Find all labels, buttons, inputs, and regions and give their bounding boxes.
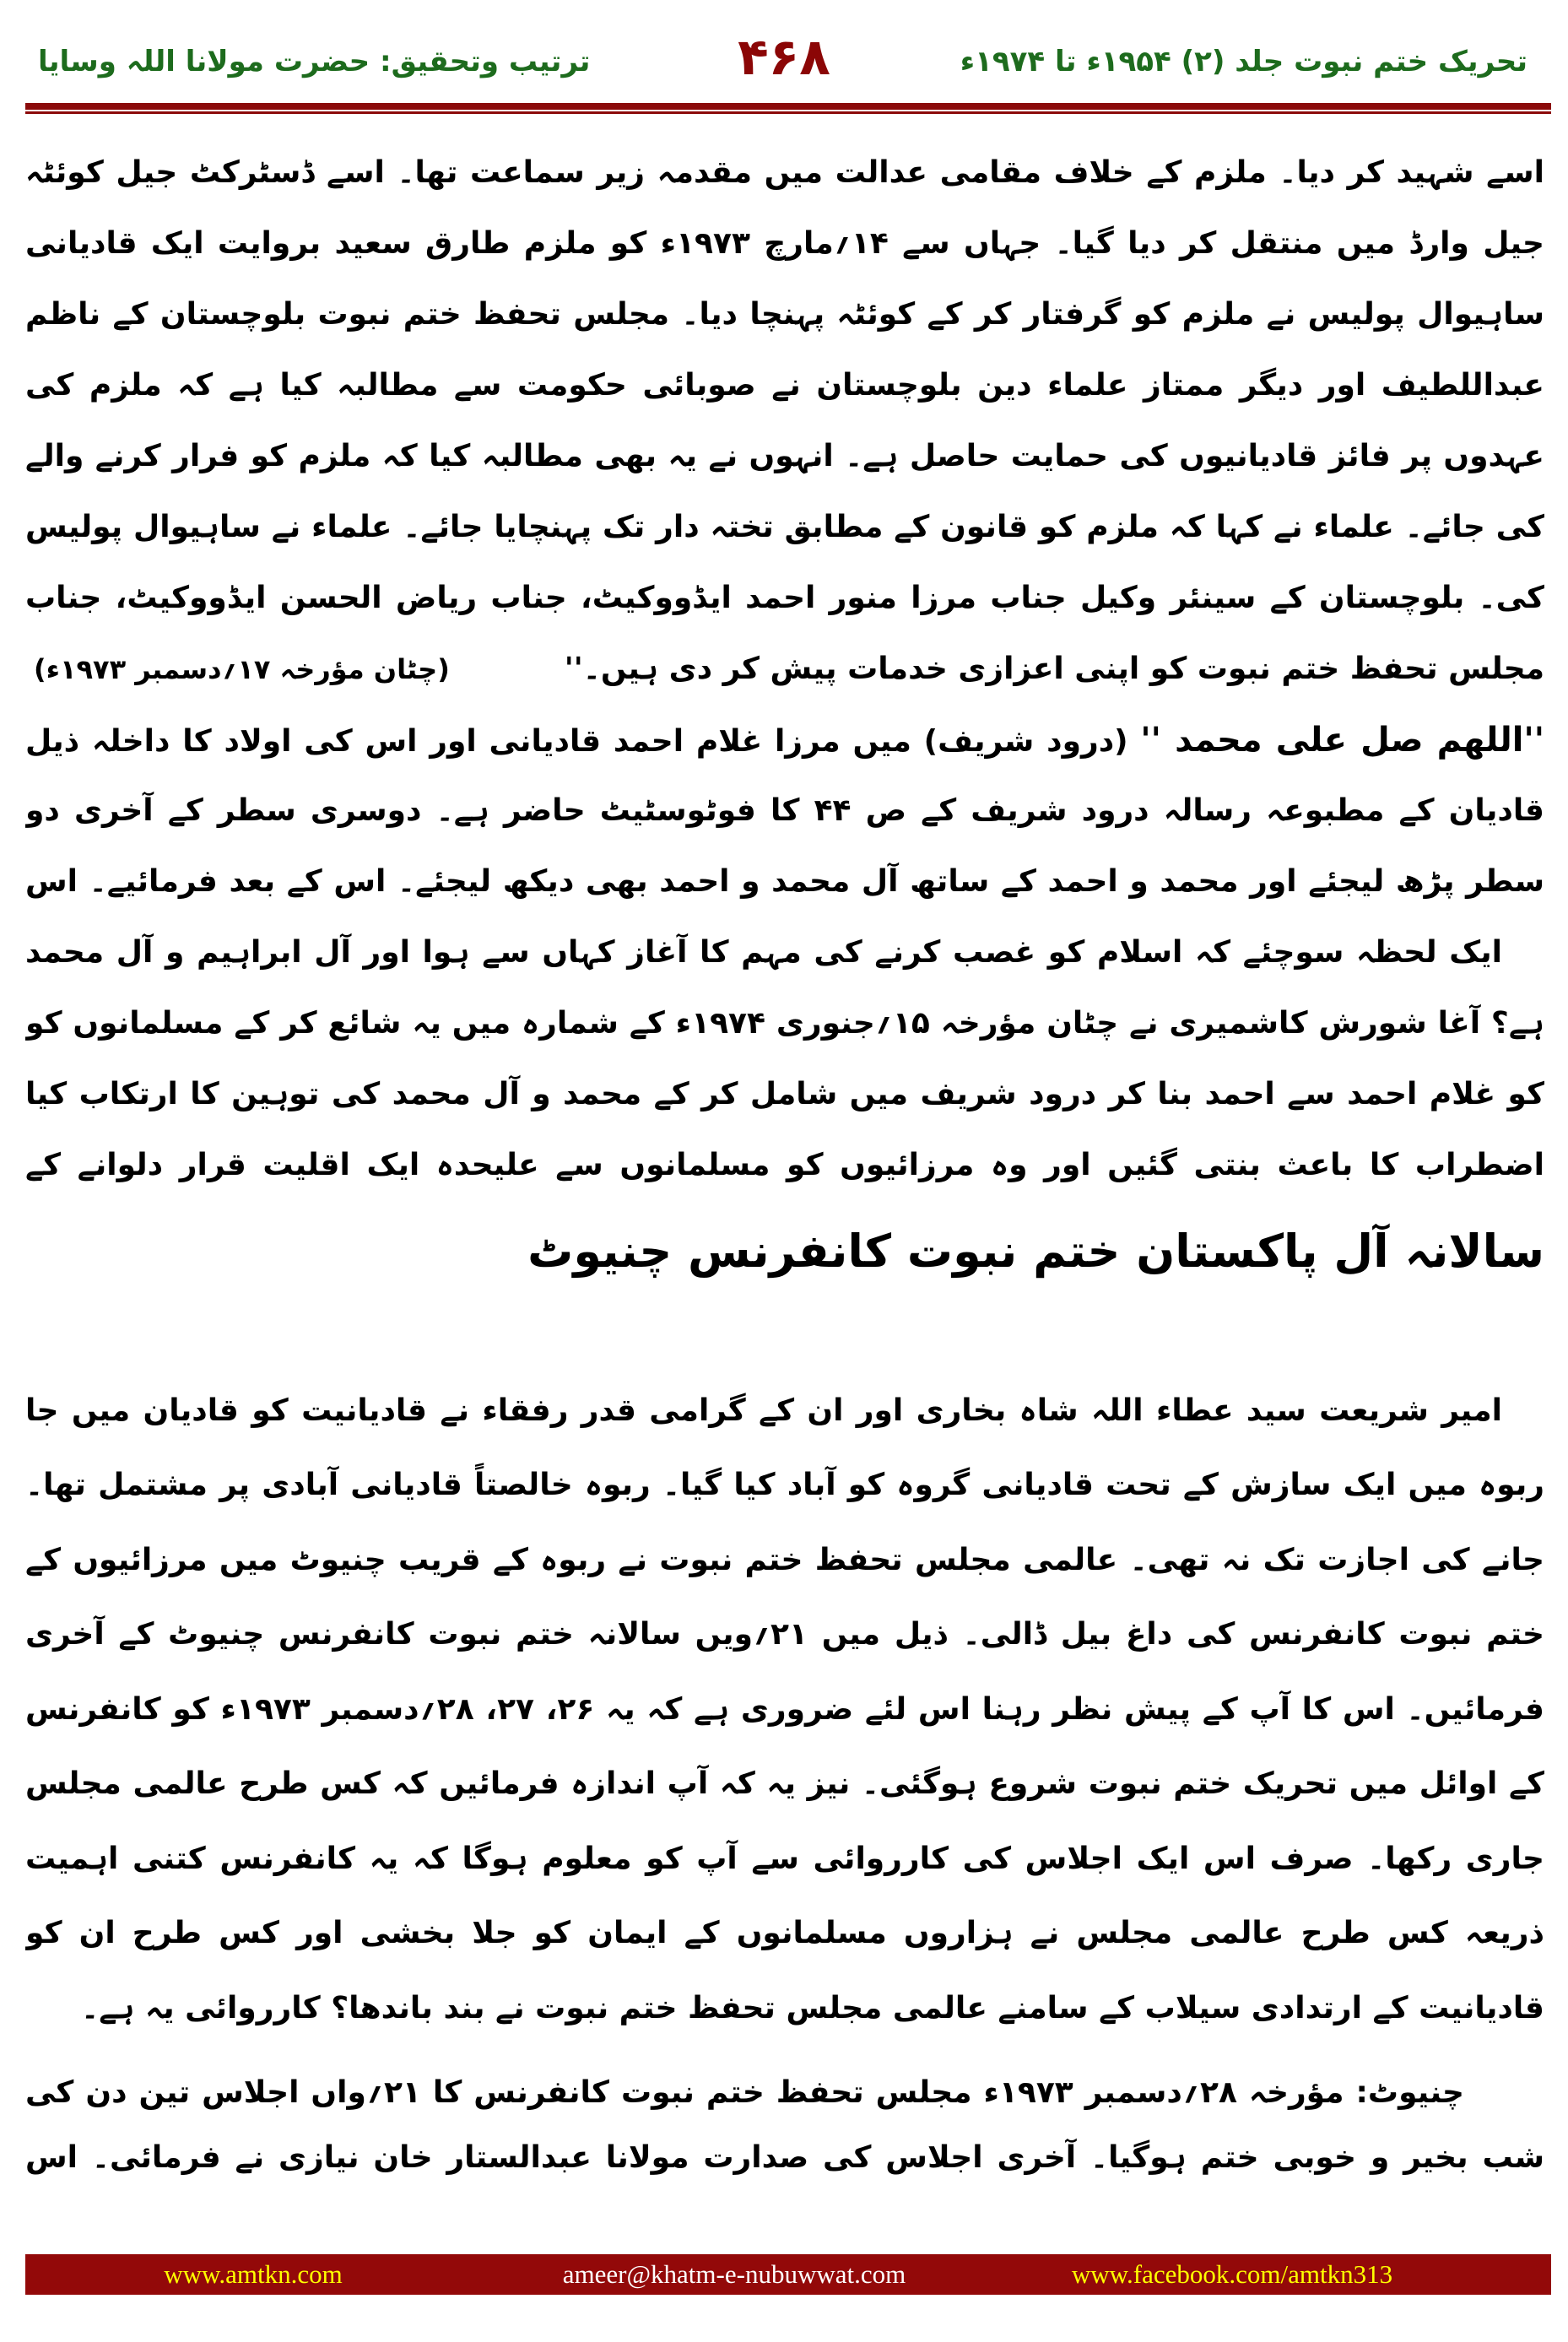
text-line: ایک لحظہ سوچئے کہ اسلام کو غصب کرنے کی مہم کا آغاز کہاں سے ہوا اور آل ابراہیم و آل محمد <box>25 935 1502 970</box>
text-line: مجلس تحفظ ختم نبوت کو اپنی اعزازی خدمات پیش کر دی ہیں۔'' <box>564 652 1544 686</box>
text-line: کو غلام احمد سے احمد بنا کر درود شریف میں شامل کر کے محمد و آل محمد کی توہین کا ارتکاب کیا <box>25 1077 1544 1112</box>
text-line: امیر شریعت سید عطاء اللہ شاہ بخاری اور ان کے گرامی قدر رفقاء نے قادیانیت کو قادیان میں جا <box>25 1393 1502 1428</box>
text-line: ربوہ میں ایک سازش کے تحت قادیانی گروہ کو آباد کیا گیا۔ ربوہ خالصتاً قادیانی آبادی پر مشتمل تھا۔ <box>25 1468 1544 1502</box>
text-line: جاری رکھا۔ صرف اس ایک اجلاس کی کارروائی سے آپ کو معلوم ہوگا کہ یہ کانفرنس کتنی اہمیت <box>25 1842 1544 1876</box>
durood-line <box>25 706 1544 774</box>
text-line: ختم نبوت کانفرنس کی داغ بیل ڈالی۔ ذیل میں ۲۱؍ویں سالانہ ختم نبوت کانفرنس چنیوٹ کے آخری <box>25 1617 1544 1652</box>
header-rule-thin <box>25 111 1551 114</box>
running-header-compiler: ترتیب وتحقیق: حضرت مولانا اللہ وسایا <box>38 45 591 78</box>
running-header-book-title: تحریک ختم نبوت جلد (۲) ۱۹۵۴ء تا ۱۹۷۴ء <box>960 45 1527 78</box>
email-link[interactable]: ameer@khatm-e-nubuwwat.com <box>562 2259 906 2289</box>
citation: (چٹان مؤرخہ ۱۷؍دسمبر ۱۹۷۳ء) <box>34 653 450 685</box>
text-line: اضطراب کا باعث بنتی گئیں اور وہ مرزائیوں کو مسلمانوں سے علیحدہ ایک اقلیت قرار دلوانے کے <box>25 1148 1544 1182</box>
text-line: کی جائے۔ علماء نے کہا کہ ملزم کو قانون کے مطابق تختہ دار تک پہنچایا جائے۔ علماء نے ساہیوال پولیس <box>25 510 1544 544</box>
text-line: اسے شہید کر دیا۔ ملزم کے خلاف مقامی عدالت میں مقدمہ زیر سماعت تھا۔ اسے ڈسٹرکٹ جیل کوئٹہ <box>25 155 1544 190</box>
facebook-link[interactable]: www.facebook.com/amtkn313 <box>1071 2259 1393 2289</box>
text-line: کی۔ بلوچستان کے سینئر وکیل جناب مرزا منور احمد ایڈووکیٹ، جناب ریاض الحسن ایڈووکیٹ، جناب <box>25 581 1544 615</box>
text-line: ذریعہ کس طرح عالمی مجلس نے ہزاروں مسلمانوں کے ایمان کو جلا بخشی اور کس طرح ان کو <box>25 1916 1544 1950</box>
section-heading: سالانہ آل پاکستان ختم نبوت کانفرنس چنیوٹ <box>527 1225 1544 1278</box>
header-rule-thick <box>25 103 1551 110</box>
text-line: کے اوائل میں تحریک ختم نبوت شروع ہوگئی۔ نیز یہ کہ آپ اندازہ فرمائیں کہ کس طرح عالمی مجلس <box>25 1766 1544 1801</box>
text-line: قادیان کے مطبوعہ رسالہ درود شریف کے ص ۴۴ کا فوٹوسٹیٹ حاضر ہے۔ دوسری سطر کے آخری دو <box>25 793 1544 828</box>
text-line: ہے؟ آغا شورش کاشمیری نے چٹان مؤرخہ ۱۵؍جنوری ۱۹۷۴ء کے شمارہ میں یہ شائع کر کے مسلمانوں کو <box>25 1006 1544 1041</box>
text-line: عبداللطیف اور دیگر ممتاز علماء دین بلوچستان نے صوبائی حکومت سے مطالبہ کیا ہے کہ ملزم کی <box>25 368 1544 403</box>
text-line: فرمائیں۔ اس کا آپ کے پیش نظر رہنا اس لئے ضروری ہے کہ یہ ۲۶، ۲۷، ۲۸؍دسمبر ۱۹۷۳ء کو کانفرنس <box>25 1692 1544 1727</box>
durood-line-text: (درود شریف) میں مرزا غلام احمد قادیانی اور اس کی اولاد کا داخلہ ذیل <box>25 724 1128 759</box>
text-line: جیل وارڈ میں منتقل کر دیا گیا۔ جہاں سے ۱۴؍مارچ ۱۹۷۳ء کو ملزم طارق سعید بروایت ایک قادیانی <box>25 226 1544 261</box>
text-line: سطر پڑھ لیجئے اور محمد و احمد کے ساتھ آل محمد و احمد بھی دیکھ لیجئے۔ اس کے بعد فرمائیے۔ اس <box>25 864 1544 899</box>
website-link[interactable]: www.amtkn.com <box>164 2259 343 2289</box>
text-line: قادیانیت کے ارتدادی سیلاب کے سامنے عالمی مجلس تحفظ ختم نبوت نے بند باندھا؟ کارروائی یہ ہے۔ <box>81 1991 1544 2026</box>
durood-quote: ''اللھم صل علی محمد '' <box>1140 721 1544 760</box>
text-line: جانے کی اجازت تک نہ تھی۔ عالمی مجلس تحفظ ختم نبوت نے ربوہ کے قریب چنیوٹ میں مرزائیوں کے <box>25 1543 1544 1577</box>
page-number: ۴۶۸ <box>738 28 830 87</box>
text-line: چنیوٹ: مؤرخہ ۲۸؍دسمبر ۱۹۷۳ء مجلس تحفظ ختم نبوت کانفرنس کا ۲۱؍واں اجلاس تین دن کی <box>25 2075 1464 2110</box>
text-line: ساہیوال پولیس نے ملزم کو گرفتار کر کے کوئٹہ پہنچا دیا۔ مجلس تحفظ ختم نبوت بلوچستان کے ناظم <box>25 297 1544 332</box>
text-line: شب بخیر و خوبی ختم ہوگیا۔ آخری اجلاس کی صدارت مولانا عبدالستار خان نیازی نے فرمائی۔ اس <box>25 2140 1544 2175</box>
footer-bar <box>25 2254 1551 2295</box>
text-line: عہدوں پر فائز قادیانیوں کی حمایت حاصل ہے۔ انہوں نے یہ بھی مطالبہ کیا کہ ملزم کو فرار کرنے والے <box>25 439 1544 473</box>
